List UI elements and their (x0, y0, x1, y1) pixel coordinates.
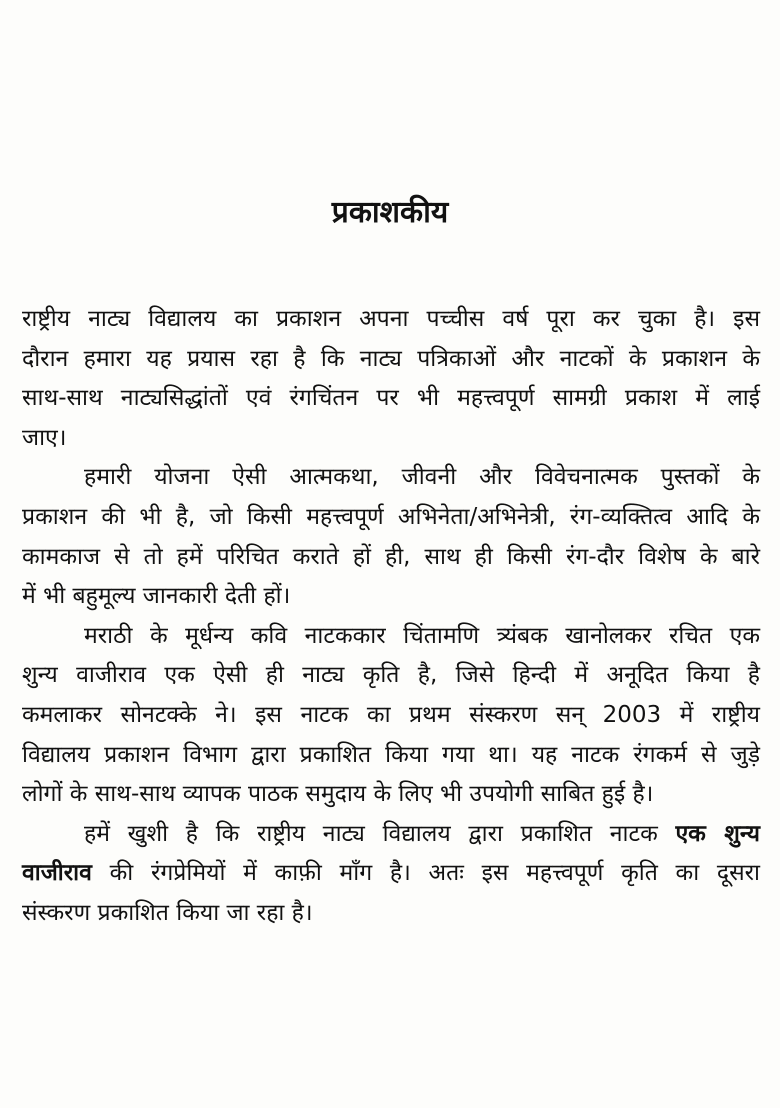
text-line (22, 854, 760, 894)
text-line: विद्यालय प्रकाशन विभाग द्वारा प्रकाशित किया गया था। यह नाटक रंगकर्म से जुड़े (22, 741, 760, 768)
text-line: मराठी के मूर्धन्य कवि नाटककार चिंतामणि त्र्यंबक खानोलकर रचित एक (84, 622, 760, 649)
text-span: हमें खुशी है कि राष्ट्रीय नाट्य विद्यालय द्वारा प्रकाशित नाटक (84, 820, 658, 847)
paragraph-1 (22, 300, 760, 458)
text-line: दौरान हमारा यह प्रयास रहा है कि नाट्य पत्रिकाओं और नाटकों के प्रकाशन के (22, 345, 760, 372)
paragraph-3 (22, 617, 760, 815)
text-span: की रंगप्रेमियों में काफ़ी माँग है। अतः इस महत्त्वपूर्ण कृति का दूसरा (109, 860, 760, 887)
book-title-bold: एक शुन्य (675, 820, 760, 847)
text-line (22, 815, 760, 855)
text-line: प्रकाशन की भी है, जो किसी महत्त्वपूर्ण अभिनेता/अभिनेत्री, रंग-व्यक्तित्व आदि के (22, 503, 760, 530)
text-line: संस्करण प्रकाशित किया जा रहा है। (22, 899, 313, 926)
text-line: लोगों के साथ-साथ व्यापक पाठक समुदाय के लिए भी उपयोगी साबित हुई है। (22, 781, 654, 808)
text-line: जाए। (22, 424, 67, 451)
paragraph-4 (22, 815, 760, 934)
text-line: साथ-साथ नाट्यसिद्धांतों एवं रंगचिंतन पर भी महत्त्वपूर्ण सामग्री प्रकाश में लाई (22, 385, 760, 412)
text-line: कामकाज से तो हमें परिचित कराते हों ही, साथ ही किसी रंग-दौर विशेष के बारे (22, 543, 760, 570)
text-line: में भी बहुमूल्य जानकारी देती हों। (22, 583, 291, 610)
text-line: राष्ट्रीय नाट्य विद्यालय का प्रकाशन अपना पच्चीस वर्ष पूरा कर चुका है। इस (22, 306, 760, 332)
paragraph-2 (22, 458, 760, 616)
text-line: शुन्य वाजीराव एक ऐसी ही नाट्य कृति है, जिसे हिन्दी में अनूदित किया है (22, 662, 760, 689)
page-title: प्रकाशकीय (331, 195, 449, 230)
book-title-bold: वाजीराव (22, 860, 92, 887)
document-body (22, 300, 760, 934)
text-line: कमलाकर सोनटक्के ने। इस नाटक का प्रथम संस्करण सन् 2003 में राष्ट्रीय (22, 701, 760, 728)
text-line: हमारी योजना ऐसी आत्मकथा, जीवनी और विवेचनात्मक पुस्तकों के (84, 464, 760, 491)
